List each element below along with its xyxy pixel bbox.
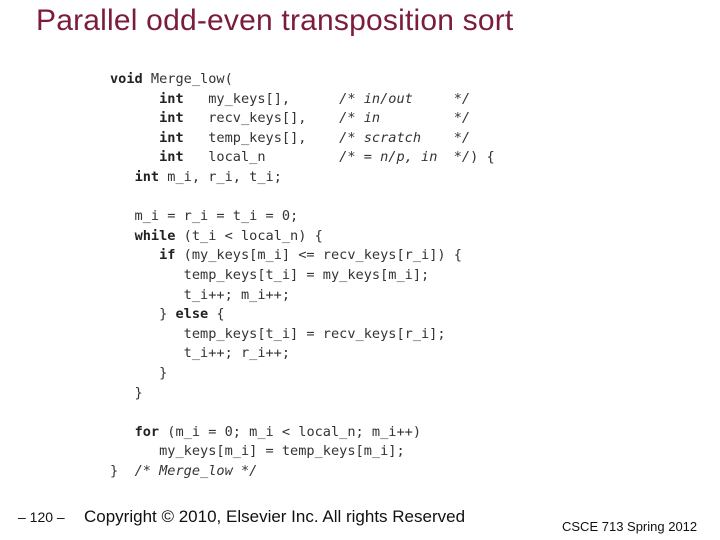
code-comment: /* = n/p, in */: [339, 149, 471, 166]
code-text: my_keys[],: [183, 90, 340, 107]
code-text: temp_keys[t_i] = recv_keys[r_i];: [110, 325, 446, 342]
code-keyword: if: [159, 247, 176, 264]
code-text: recv_keys[],: [183, 110, 340, 127]
code-text: (t_i < local_n) {: [175, 227, 323, 244]
copyright-notice: Copyright © 2010, Elsevier Inc. All rights Reserved: [84, 507, 466, 526]
code-text: (m_i = 0; m_i < local_n; m_i++): [159, 423, 422, 440]
code-line: [110, 109, 495, 129]
code-text: (my_keys[m_i] <= recv_keys[r_i]) {: [175, 247, 462, 264]
code-text: [110, 228, 135, 244]
code-listing: [110, 70, 495, 481]
code-comment: /* Merge_low */: [134, 462, 258, 479]
code-comment: /* in */: [339, 110, 471, 127]
code-comment: /* in/out */: [339, 90, 471, 107]
slide-title: Parallel odd-even transposition sort: [36, 4, 514, 37]
code-line: [110, 227, 495, 247]
code-keyword: int: [159, 129, 184, 146]
code-text: [110, 91, 159, 107]
page-number: – 120 –: [18, 509, 65, 525]
code-line: [110, 168, 495, 188]
code-text: [110, 424, 135, 440]
code-text: [110, 247, 159, 263]
code-text: m_i, r_i, t_i;: [159, 168, 282, 185]
code-text: }: [110, 384, 143, 401]
code-text: ) {: [470, 149, 495, 166]
code-line: [110, 364, 495, 384]
code-text: [110, 169, 135, 185]
code-keyword: for: [134, 423, 160, 440]
code-line: [110, 462, 495, 482]
code-line: [110, 266, 495, 286]
code-line: [110, 207, 495, 227]
code-line: [110, 305, 495, 325]
code-line: [110, 325, 495, 345]
code-text: local_n: [183, 149, 340, 166]
code-keyword: int: [159, 149, 184, 166]
code-comment: /* scratch */: [339, 129, 471, 146]
code-line: [110, 148, 495, 168]
code-keyword: else: [175, 306, 209, 323]
code-text: {: [208, 306, 225, 323]
code-text: [110, 110, 159, 126]
code-keyword: while: [134, 227, 176, 244]
code-text: m_i = r_i = t_i = 0;: [110, 208, 299, 225]
code-keyword: void: [110, 71, 143, 87]
code-line: [110, 70, 495, 90]
code-keyword: int: [159, 110, 184, 127]
code-keyword: int: [159, 90, 184, 107]
code-line: [110, 188, 495, 208]
code-text: temp_keys[],: [183, 129, 340, 146]
code-line: [110, 286, 495, 306]
code-text: my_keys[m_i] = temp_keys[m_i];: [110, 443, 405, 460]
code-text: }: [110, 306, 176, 323]
code-line: [110, 344, 495, 364]
code-text: Merge_low(: [142, 71, 233, 87]
code-text: }: [110, 462, 135, 479]
code-line: [110, 423, 495, 443]
code-text: [110, 130, 159, 146]
code-keyword: int: [134, 168, 160, 185]
code-line: [110, 403, 495, 423]
code-line: [110, 246, 495, 266]
code-text: t_i++; r_i++;: [110, 345, 291, 362]
code-text: }: [110, 364, 168, 381]
code-text: [110, 149, 159, 165]
code-line: [110, 90, 495, 110]
code-text: temp_keys[t_i] = my_keys[m_i];: [110, 266, 430, 283]
code-line: [110, 129, 495, 149]
course-label: CSCE 713 Spring 2012: [562, 519, 698, 534]
code-line: [110, 384, 495, 404]
code-text: t_i++; m_i++;: [110, 286, 291, 303]
code-line: [110, 442, 495, 462]
